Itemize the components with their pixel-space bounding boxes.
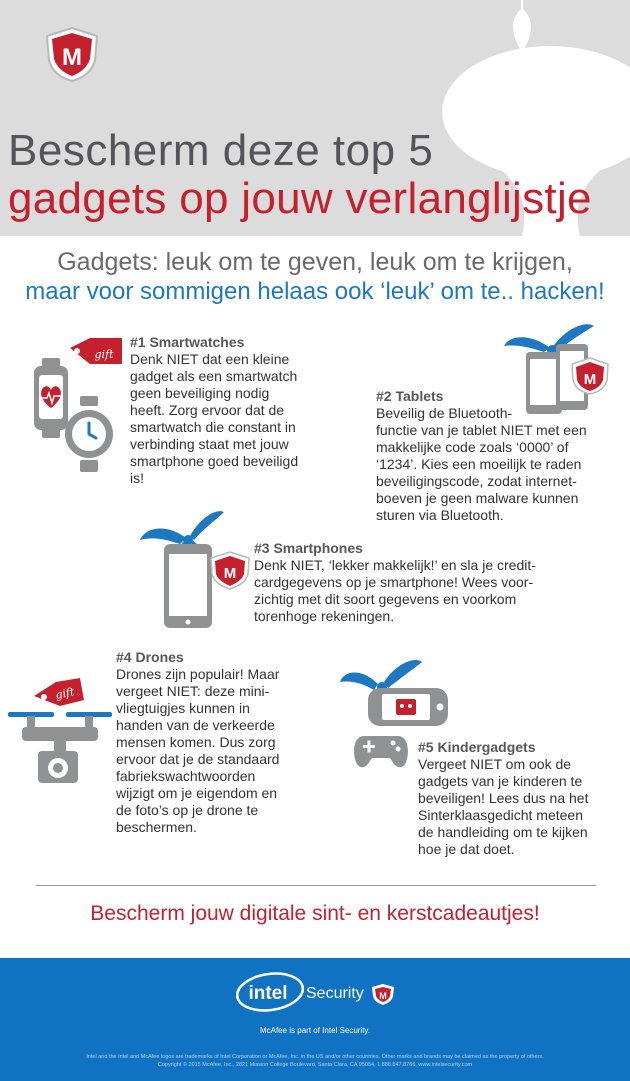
svg-text:intel: intel [248,983,288,1004]
mcafee-note: McAfee is part of Intel Security. [259,1026,371,1035]
item-text-line: Denk NIET dat een kleine [130,351,290,367]
svg-text:gift: gift [54,685,76,702]
svg-text:M: M [583,371,597,388]
svg-text:M: M [379,991,387,1001]
item-drones [116,649,316,836]
item-text-line: sturen via Bluetooth. [376,507,504,523]
item-text-line: heeft. Zorg ervoor dat de [130,402,285,418]
item-text-line: beschermen. [116,819,197,835]
item-text-line: ervoor dat je de standaard [116,751,280,767]
svg-text:M: M [223,565,237,582]
page-title-line2: gadgets op jouw verlanglijstje [8,174,592,223]
item-text-line: ‘1234’. Kies een moeilijk te raden [376,456,582,472]
item-text-line: fabriekswachtwoorden [116,768,256,784]
item-title: #1 Smartwatches [130,334,245,350]
drone-icon [8,672,112,786]
smartwatch-icon [30,334,130,476]
item-text-line: Denk NIET, ‘lekker makkelijk!’ en sla je credit- [254,557,536,573]
item-text-line: is! [130,470,144,486]
item-text-line: Drones zijn populair! Maar [116,666,280,682]
item-text-line: boeven je geen malware kunnen [376,490,579,506]
item-text-line: gadget als een smartwatch [130,368,298,384]
item-text-line: verbinding staat met jouw [130,436,289,452]
item-title: #5 Kindergadgets [418,739,536,755]
page-title-line1: Bescherm deze top 5 [8,126,434,175]
subtitle-line1: Gadgets: leuk om te geven, leuk om te krijgen, [57,248,573,276]
item-smartwatches [130,334,330,487]
item-text-line: smartwatch die constant in [130,419,296,435]
divider [36,885,596,886]
item-text-line: wijzigt om je eigendom en [116,785,278,801]
item-text-line: zichtig met dit soort gegevens en voorkom [254,591,517,607]
item-title: #3 Smartphones [254,540,363,556]
item-tablets [376,388,616,524]
item-kindergadgets [418,739,618,858]
item-text-line: de handleiding om te kijken [418,824,588,840]
item-text-line: smartphone goed beveiligd [130,453,299,469]
item-text-line: handen van de verkeerde [116,717,275,733]
subtitle-line2: maar voor sommigen helaas ook ‘leuk’ om te.. hacken! [25,278,605,305]
item-text-line: beveiligen! Lees dus na het [418,790,589,806]
smartphone-icon [136,504,252,630]
item-text-line: beveiligingscode, zodat internet- [376,473,577,489]
item-text-line: makkelijke code zoals ‘0000’ of [376,439,569,455]
item-text-line: Vergeet NIET om ook de [418,756,572,772]
item-text-line: hoe je dat doet. [418,841,515,857]
item-title: #4 Drones [116,649,184,665]
mcafee-shield-logo [45,26,99,82]
svg-text:gift: gift [94,348,114,361]
call-to-action: Bescherm jouw digitale sint- en kerstcadeautjes! [90,902,540,925]
header-banner [0,0,630,236]
item-text-line: de foto’s op je drone te [116,802,259,818]
legal-text-line1: Intel and the Intel and McAfee logos are trademarks of Intel Corporation or McAfee, Inc. in the US and/or other countries. Other marks and brands may be claimed as the property of others. [86,1054,544,1060]
item-smartphones [254,540,584,625]
item-title: #2 Tablets [376,388,444,404]
item-text-line: vliegtuigjes kunnen in [116,700,250,716]
svg-text:M: M [62,44,82,71]
item-text-line: functie van je tablet NIET met een [376,422,587,438]
item-text-line: vergeet NIET: deze mini- [116,683,270,699]
item-text-line: geen beveiliging nodig [130,385,270,401]
legal-text-line2: Copyright © 2015 McAfee, Inc., 2821 Mission College Boulevard, Santa Clara, CA 95054, 1.888.847.8766, www.intelsecurity.com [157,1062,473,1068]
intel-security-logo [234,966,398,1016]
item-text-line: cardgegevens op je smartphone! Wees voor- [254,574,534,590]
item-text-line: Sinterklaasgedicht meteen [418,807,583,823]
item-text-line: mensen komen. Dus zorg [116,734,276,750]
item-text-line: gadgets van je kinderen te [418,773,583,789]
item-text-line: torenhoge rekeningen. [254,608,395,624]
item-text-line: Beveilig de Bluetooth- [376,405,513,421]
svg-text:Security: Security [306,985,364,1002]
